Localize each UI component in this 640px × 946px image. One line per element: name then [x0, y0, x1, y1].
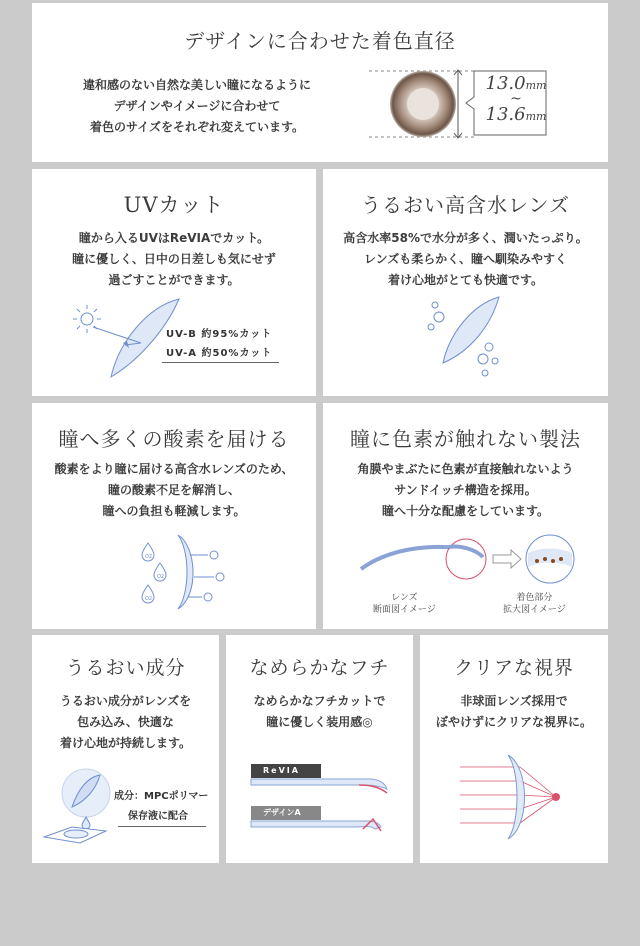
ingredient-card [32, 635, 219, 863]
pigment-title: 瞳に色素が触れない製法 [350, 427, 581, 451]
design-edge-diagram [251, 811, 391, 841]
ingredient-note-1: 成分：MPCポリマー [114, 791, 209, 802]
uv-b-label: UV-B 約95%カット [166, 329, 273, 340]
color-area-label: 着色部分 拡大図イメージ [503, 593, 566, 615]
moisture-lens-title: うるおい高含水レンズ [361, 193, 570, 217]
pigment-diagram [341, 525, 591, 595]
water-lens-icon [425, 295, 515, 380]
diameter-arrow-icon [452, 68, 464, 140]
uv-a-label: UV-A 約50%カット [166, 348, 273, 359]
pigment-card [323, 403, 608, 629]
clear-view-card [420, 635, 608, 863]
design-diameter-title: デザインに合わせた着色直径 [184, 29, 456, 53]
design-diameter-text: 違和感のない自然な美しい瞳になるように デザインやイメージに合わせて 着色のサイズをそれぞれ変えています。 [82, 78, 311, 134]
uv-cut-card [32, 169, 316, 396]
oxygen-lens-icon [138, 533, 228, 613]
design-diameter-card [32, 3, 608, 162]
uv-cut-text: 瞳から入るUVはReVIAでカット。 瞳に優しく、日中の日差しも気にせず 過ごすことができます。 [72, 231, 276, 287]
ingredient-rule [118, 826, 206, 827]
svg-text:O2: O2 [145, 554, 153, 560]
oxygen-card [32, 403, 316, 629]
clear-view-text: 非球面レンズ採用で ぼやけずにクリアな視界に。 [435, 694, 592, 729]
oxygen-title: 瞳へ多くの酸素を届ける [58, 427, 290, 451]
smooth-edge-card [226, 635, 413, 863]
svg-text:O2: O2 [157, 574, 165, 580]
pigment-text: 角膜やまぶたに色素が直接触れないよう サンドイッチ構造を採用。 瞳へ十分な配慮をしています。 [357, 462, 574, 518]
ingredient-note-2: 保存液に配合 [128, 811, 188, 822]
smooth-edge-text: なめらかなフチカットで 瞳に優しく装用感◎ [253, 694, 386, 729]
solution-lens-icon [42, 765, 122, 845]
revia-edge-diagram [251, 771, 391, 801]
moisture-lens-card [323, 169, 608, 396]
smooth-edge-title: なめらかなフチ [249, 657, 390, 679]
oxygen-text: 酸素をより瞳に届ける高含水レンズのため、 瞳の酸素不足を解消し、 瞳への負担も軽減します。 [54, 462, 294, 518]
size-callout-text: 13.0mm ~ 13.6mm [485, 73, 547, 125]
design-edge-label: デザインA [251, 806, 321, 820]
ingredient-text: うるおい成分がレンズを 包み込み、快適な 着け心地が持続します。 [59, 694, 192, 750]
lens-section-label: レンズ 断面図イメージ [373, 593, 436, 615]
revia-edge-label: ReVIA [251, 764, 321, 778]
aspheric-lens-diagram [460, 753, 570, 843]
ingredient-title: うるおい成分 [65, 657, 186, 679]
moisture-lens-text: 高含水率58%で水分が多く、潤いたっぷり。 レンズも柔らかく、瞳へ馴染みやすく 着け心地がとても快適です。 [343, 231, 588, 287]
clear-view-title: クリアな視界 [453, 657, 574, 679]
uv-label-rule [162, 362, 279, 363]
svg-text:O2: O2 [145, 596, 153, 602]
uv-cut-title: UVカット [123, 193, 225, 217]
